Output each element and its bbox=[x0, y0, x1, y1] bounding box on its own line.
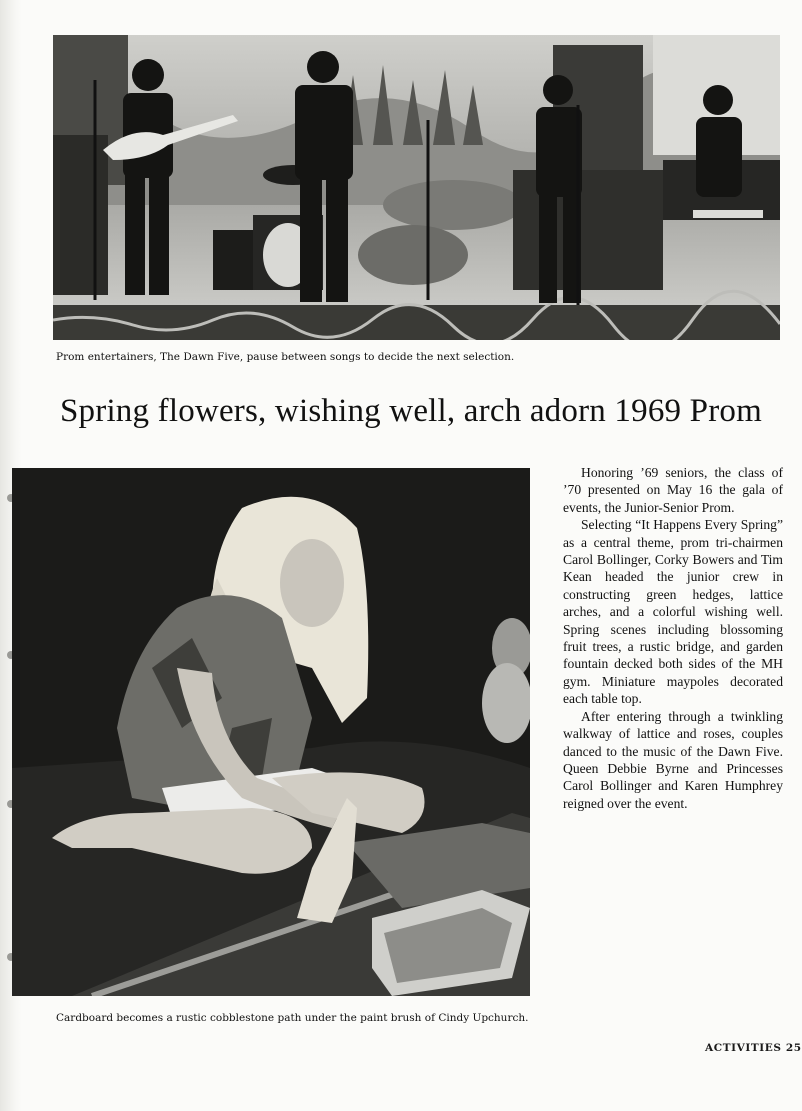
headline: Spring flowers, wishing well, arch adorn 1969 Prom bbox=[60, 393, 762, 429]
article-paragraph: After entering through a twinkling walkway of lattice and roses, couples danced to the music of the Dawn Five. Queen Debbie Byrne and Princesses Carol Bollinger and Karen Humphrey reigned over the event. bbox=[563, 708, 783, 811]
painting-photo bbox=[12, 468, 530, 996]
band-photo-caption: Prom entertainers, The Dawn Five, pause between songs to decide the next selection. bbox=[56, 351, 515, 363]
article-paragraph: Selecting “It Happens Every Spring” as a central theme, prom tri-chairmen Carol Bollinger, Corky Bowers and Tim Kean headed the junior crew in constructing green hedges, lattice arches, and a colorful wishing well. Spring scenes including blossoming fruit trees, a rustic bridge, and garden fountain decked both sides of the MH gym. Miniature maypoles decorated each table top. bbox=[563, 517, 783, 707]
folio-page-number: 25 bbox=[785, 1042, 802, 1054]
band-photo bbox=[53, 35, 780, 340]
page-folio bbox=[705, 1042, 802, 1054]
article-paragraph: Honoring ’69 seniors, the class of ’70 presented on May 16 the gala of events, the Junior-Senior Prom. bbox=[563, 465, 783, 515]
folio-section: ACTIVITIES bbox=[705, 1042, 782, 1054]
painting-photo-caption: Cardboard becomes a rustic cobblestone path under the paint brush of Cindy Upchurch. bbox=[56, 1012, 529, 1024]
article-body bbox=[563, 464, 783, 812]
